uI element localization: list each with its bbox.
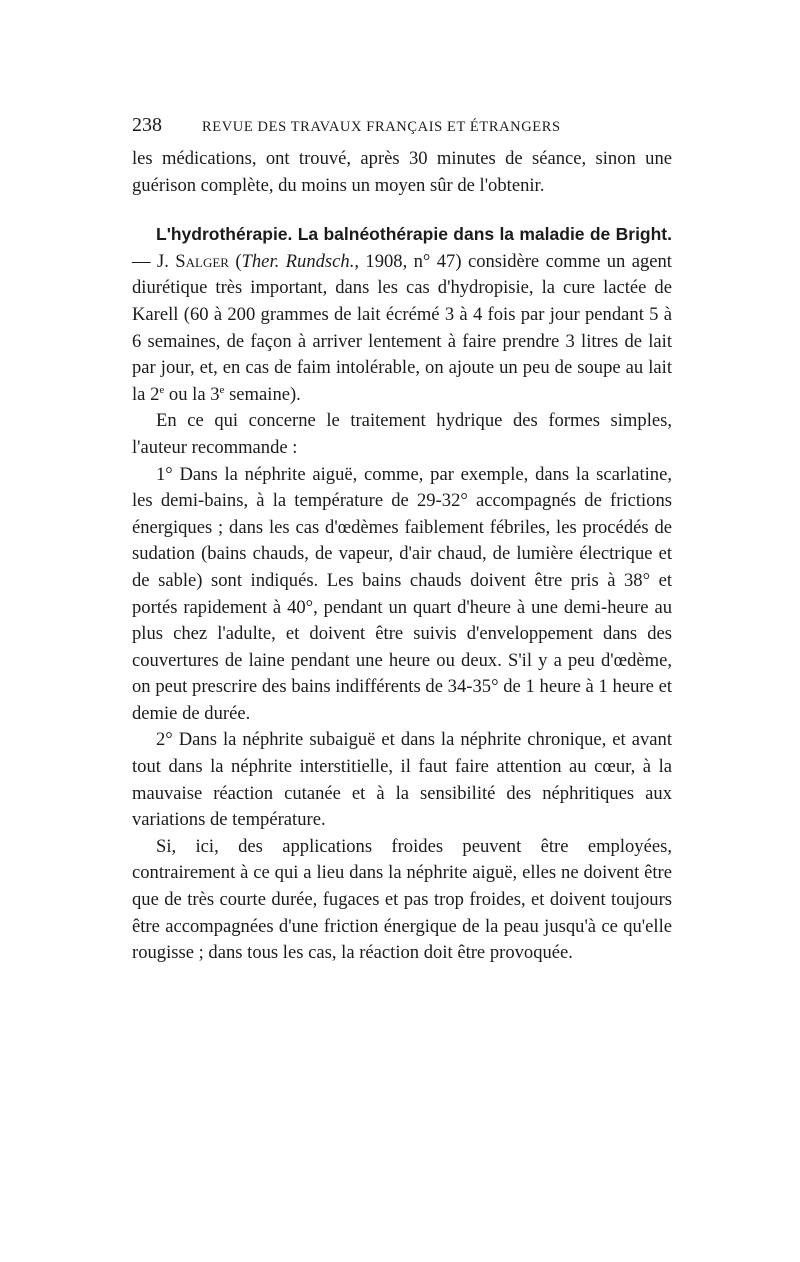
superscript: e [219, 383, 225, 396]
paragraph-cold-applications: Si, ici, des applications froides peuvent être employées, contrairement à ce qui a lieu dans la néphrite aiguë, elles ne doivent être que de très courte durée, fugaces et pas trop froides, et doivent toujours être accompagnées d'une friction énergique de la peau jusqu'à ce qu'elle rougisse ; dans tous les cas, la réaction doit être provoquée. [132, 835, 672, 964]
book-page [132, 112, 672, 967]
paragraph-chronic-nephritis: 2° Dans la néphrite subaiguë et dans la néphrite chronique, et avant tout dans la néphrite interstitielle, il faut faire attention au cœur, à la mauvaise réaction cutanée et à la sensibilité des néphritiques aux variations de température. [132, 729, 672, 831]
journal-title: Ther. Rundsch. [241, 250, 355, 272]
article-heading: L'hydrothérapie. La balnéothérapie dans la maladie de Bright. [156, 224, 672, 245]
page-number: 238 [132, 114, 162, 136]
citation-open: ( [228, 250, 242, 272]
superscript: e [159, 383, 165, 396]
running-head [132, 112, 672, 146]
article-paragraph [132, 221, 672, 408]
dash: — J. [132, 250, 176, 272]
author-name: Salger [175, 250, 229, 272]
paragraph-intro: En ce qui concerne le traitement hydrique des formes simples, l'auteur recommande : [132, 410, 672, 458]
paragraph-text: semaine). [224, 383, 301, 405]
paragraph-acute-nephritis: 1° Dans la néphrite aiguë, comme, par exemple, dans la scarlatine, les demi-bains, à la température de 29-32° accompagnés de frictions énergiques ; dans les cas d'œdèmes faiblement fébriles, les procédés de sudation (bains chauds, de vapeur, d'air chaud, de lumière électrique et de sable) sont indiqués. Les bains chauds doivent être pris à 38° et portés rapidement à 40°, pendant un quart d'heure à une demi-heure au plus chez l'adulte, et doivent être suivis d'enveloppement dans des couvertures de laine pendant une heure ou deux. S'il y a peu d'œdème, on peut prescrire des bains indifférents de 34-35° de 1 heure à 1 heure et demie de durée. [132, 463, 672, 724]
paragraph-text: ou la 3 [164, 383, 220, 405]
paragraph-text: considère comme un agent diurétique très important, dans les cas d'hydropisie, la cure lactée de Karell (60 à 200 grammes de lait écrémé 3 à 4 fois par jour pendant 5 à 6 semaines, de façon à arriver lentement à faire prendre 3 litres de lait par jour, et, en cas de faim intolérable, on ajoute un peu de soupe au lait la 2 [132, 250, 672, 405]
citation-close: , 1908, n° 47) [354, 250, 462, 272]
paragraph-continuation: les médications, ont trouvé, après 30 minutes de séance, sinon une guérison complète, du moins un moyen sûr de l'obtenir. [132, 148, 672, 196]
running-title: REVUE DES TRAVAUX FRANÇAIS ET ÉTRANGERS [202, 119, 561, 135]
